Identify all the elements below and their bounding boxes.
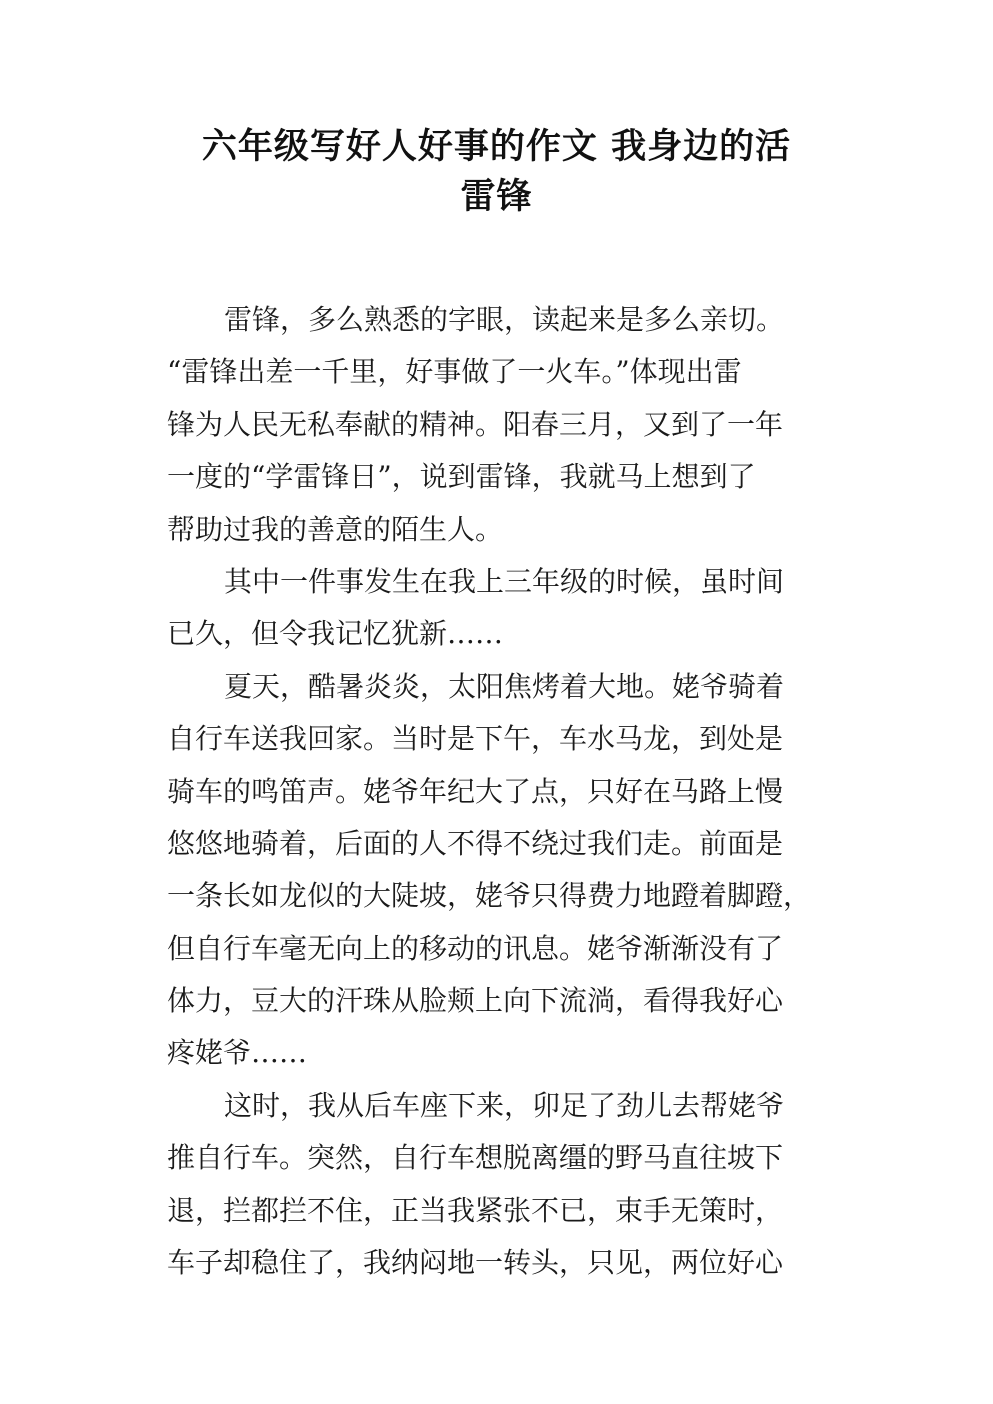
title-line-1: 六年级写好人好事的作文 我身边的活	[201, 127, 792, 167]
text-line: 锋为人民无私奉献的精神。阳春三月，又到了一年	[167, 407, 784, 441]
paragraph-3	[167, 661, 837, 1080]
text-line: 夏天，酷暑炎炎，太阳焦烤着大地。姥爷骑着	[224, 669, 785, 703]
text-line: 体力，豆大的汗珠从脸颊上向下流淌，看得我好心	[167, 984, 784, 1018]
text-line: 骑车的鸣笛声。姥爷年纪大了点，只好在马路上慢	[167, 774, 784, 808]
text-line: 一度的“学雷锋日”，说到雷锋，我就马上想到了	[167, 460, 756, 494]
document-title	[140, 122, 853, 222]
text-line: 一条长如龙似的大陡坡，姥爷只得费力地蹬着脚蹬，	[167, 879, 812, 913]
text-line: 退，拦都拦不住，正当我紧张不已，束手无策时，	[167, 1193, 784, 1227]
text-line: 自行车送我回家。当时是下午，车水马龙，到处是	[167, 722, 784, 756]
paragraph-2	[167, 556, 837, 661]
text-line: 雷锋，多么熟悉的字眼，读起来是多么亲切。	[224, 303, 785, 336]
text-line: 帮助过我的善意的陌生人。	[167, 512, 504, 546]
text-line: 但自行车毫无向上的移动的讯息。姥爷渐渐没有了	[167, 931, 784, 965]
text-line: 其中一件事发生在我上三年级的时候，虽时间	[224, 564, 785, 598]
text-line: “雷锋出差一千里，好事做了一火车。”体现出雷	[167, 355, 742, 389]
text-line: 这时，我从后车座下来，卯足了劲儿去帮姥爷	[224, 1088, 785, 1122]
paragraph-4	[167, 1080, 837, 1290]
title-line-2: 雷锋	[460, 177, 533, 217]
text-line: 已久，但令我记忆犹新……	[167, 617, 504, 651]
text-line: 推自行车。突然，自行车想脱离缰的野马直往坡下	[167, 1141, 784, 1175]
paragraph-1	[167, 294, 837, 556]
text-line: 悠悠地骑着，后面的人不得不绕过我们走。前面是	[167, 826, 784, 860]
text-line: 疼姥爷……	[167, 1036, 308, 1070]
text-line: 车子却稳住了，我纳闷地一转头，只见，两位好心	[167, 1246, 784, 1280]
document-body	[167, 294, 837, 1289]
